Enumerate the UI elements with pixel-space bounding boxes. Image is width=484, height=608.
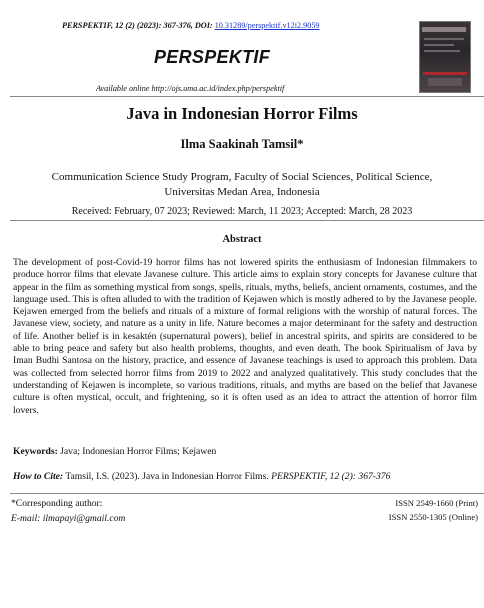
corresponding-author: *Corresponding author: [11, 498, 103, 509]
affiliation-line: Universitas Medan Area, Indonesia [164, 186, 320, 198]
article-author: Ilma Saakinah Tamsil* [180, 137, 304, 151]
affiliation-line: Communication Science Study Program, Faculty of Social Sciences, Political Science, [51, 171, 433, 183]
how-to-cite-text: Tamsil, I.S. (2023). Java in Indonesian Horror Films. [63, 471, 272, 482]
journal-name: PERSPEKTIF [154, 47, 271, 67]
available-online-text: Available online http://ojs.uma.ac.id/index.php/perspektif [96, 84, 285, 93]
cover-stripe [424, 44, 454, 46]
footer-divider [10, 493, 484, 494]
how-to-cite [13, 471, 477, 482]
journal-header [0, 0, 484, 100]
cover-stripe [424, 38, 464, 40]
citation-header [62, 21, 422, 30]
article-title: Java in Indonesian Horror Films [126, 104, 358, 123]
issn-online: ISSN 2550-1305 (Online) [388, 512, 478, 522]
cover-block [428, 78, 462, 86]
abstract-text: The development of post-Covid-19 horror films has not lowered spirits the enthusiasm of Indonesian filmmakers to produce horror films that elevate Javanese culture. This article aims to explain story concepts for Javanese culture that appear in the film as something mystical from songs, spells, rituals, myths, beliefs, ancient ornaments, costumes, and the language used. This is often alluded to with the tradition of Kejawen which is mostly adhered to by the Javanese people. Kejawen emerged from the beliefs and rituals of a mixture of formal religions with the worship of natural forces. The Javanese view, society, and nature as a unity in life. Nature becomes a major determinant for the safety and destruction of life. Another belief is in kesaktén (supernatural powers), belief in ancestral spirits, and spirits are considered to be able to bring peace and safety but also health problems, thoughts, and even death. The book Spiritualism of Java by Iman Budhi Santosa on the history, practice, and essence of Javanese teachings is used to approach this problem. Data was collected from selected horror films from 2019 to 2022 and analyzed qualitatively. This study concludes that the understanding of Kejawen is incomplete, so various traditions, rituals, and myths are based on the belief that Javanese culture is often mystical, occult, and frightening, so it is often used as an idea to attract the attention of horror film lovers. [13, 257, 477, 416]
dates-divider [10, 220, 484, 221]
how-to-cite-label: How to Cite: [13, 471, 64, 482]
cover-accent [423, 72, 467, 75]
keywords [13, 446, 477, 457]
cover-stripe [424, 50, 460, 52]
how-to-cite-journal: PERSPEKTIF, 12 (2): 367-376 [271, 471, 391, 482]
issn-print: ISSN 2549-1660 (Print) [395, 498, 478, 508]
citation-prefix: PERSPEKTIF, 12 (2) (2023): 367-376, DOI: [62, 21, 215, 30]
abstract-heading: Abstract [222, 234, 262, 245]
header-divider [10, 96, 484, 97]
author-affiliation [20, 170, 464, 200]
received-dates: Received: February, 07 2023; Reviewed: March, 11 2023; Accepted: March, 28 2023 [71, 206, 413, 217]
cover-band [422, 27, 466, 32]
keywords-list: Java; Indonesian Horror Films; Kejawen [57, 446, 217, 457]
author-email: E-mail: ilmapayi@gmail.com [11, 513, 126, 524]
journal-cover-image [419, 21, 471, 93]
doi-link[interactable]: 10.31289/perspektif.v12i2.9059 [214, 21, 320, 30]
keywords-label: Keywords: [13, 446, 58, 457]
